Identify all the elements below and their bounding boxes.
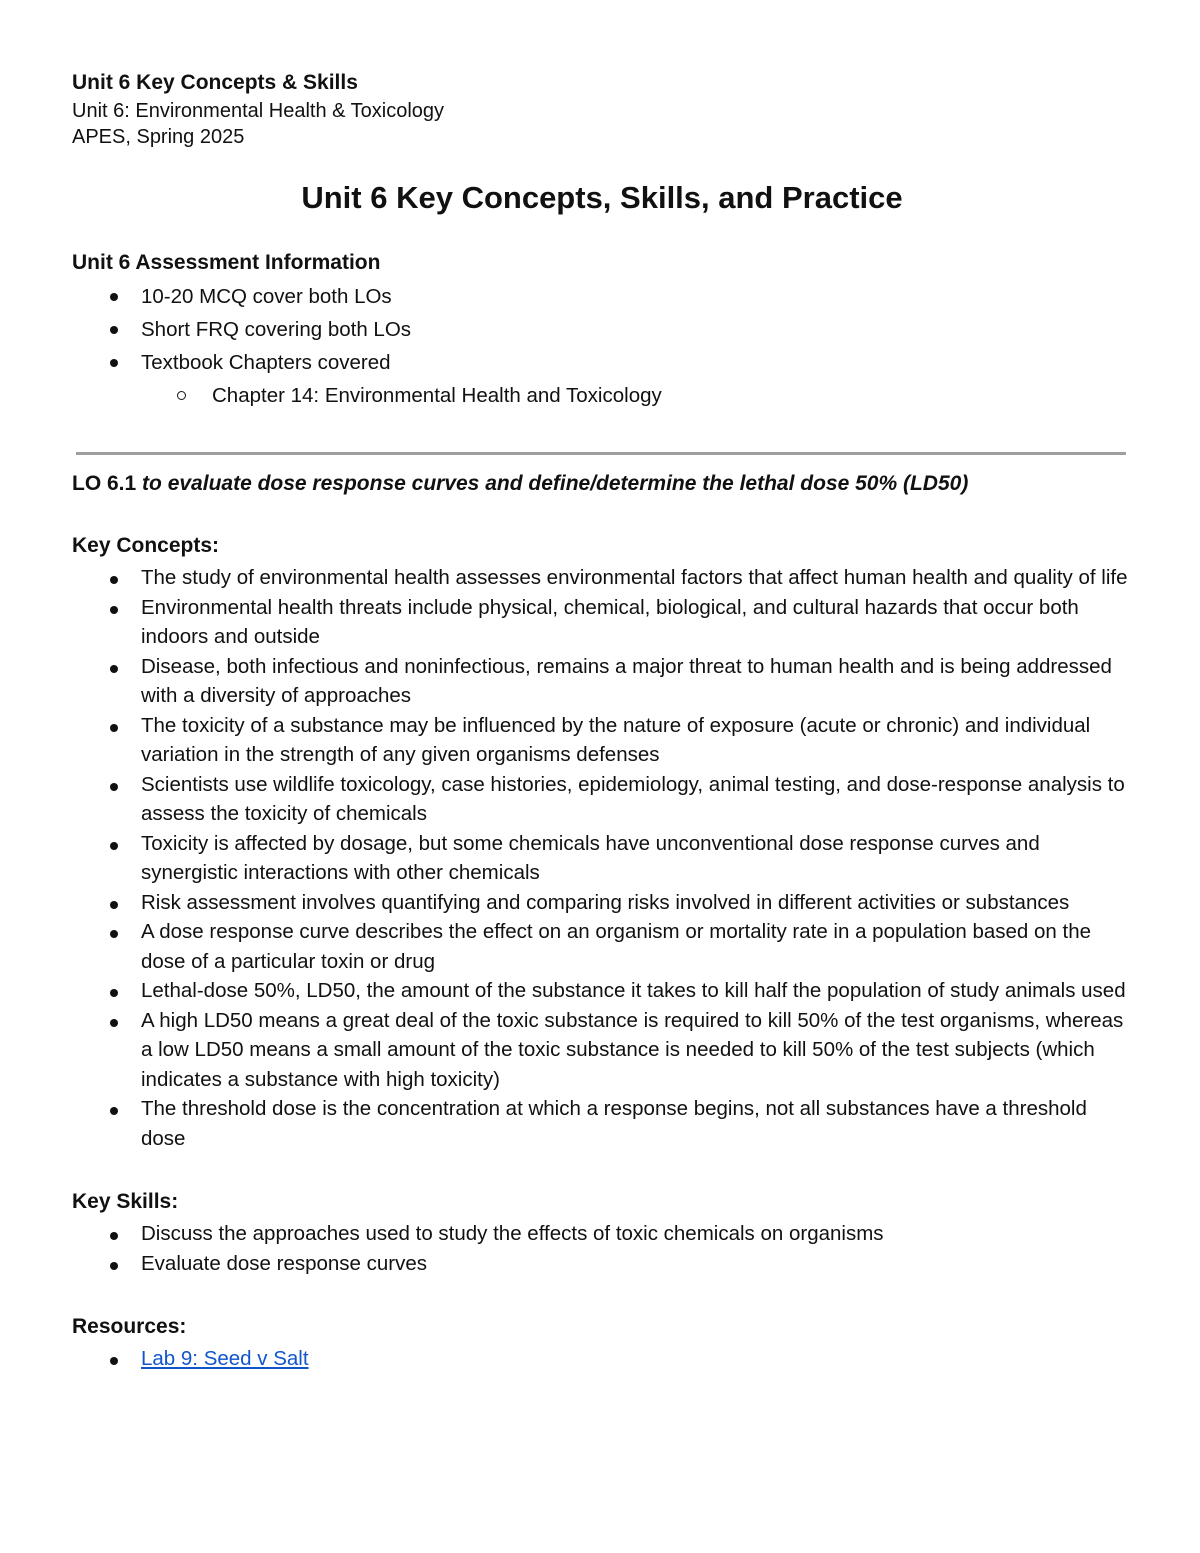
key-skills-heading: Key Skills: <box>72 1190 179 1213</box>
bullet-icon <box>110 1262 118 1270</box>
bullet-icon <box>110 1019 118 1027</box>
list-item <box>72 563 1132 593</box>
list-item <box>72 379 1132 412</box>
bullet-icon <box>110 359 118 367</box>
chapters-list <box>72 379 1132 412</box>
assessment-list <box>72 280 1132 379</box>
lo-number: LO 6.1 <box>72 472 137 495</box>
list-item <box>72 976 1132 1006</box>
key-skills-list <box>72 1219 1132 1278</box>
list-item-text: A dose response curve describes the effect on an organism or mortality rate in a population based on the dose of a particular toxin or drug <box>141 920 1092 973</box>
bullet-icon <box>110 293 118 301</box>
list-item-text: The threshold dose is the concentration at which a response begins, not all substances have a threshold dose <box>141 1097 1087 1150</box>
list-item <box>72 917 1132 976</box>
list-item <box>72 593 1132 652</box>
list-item-text: Discuss the approaches used to study the effects of toxic chemicals on organisms <box>141 1222 884 1245</box>
list-item-text: Textbook Chapters covered <box>141 351 391 374</box>
header-unit: Unit 6: Environmental Health & Toxicology <box>72 100 445 122</box>
bullet-icon <box>110 842 118 850</box>
bullet-icon <box>110 665 118 673</box>
document-title: Unit 6 Key Concepts, Skills, and Practice <box>301 180 903 215</box>
list-item-text: Scientists use wildlife toxicology, case histories, epidemiology, animal testing, and dose-response analysis to assess the toxicity of chemicals <box>141 772 1125 825</box>
bullet-icon <box>110 576 118 584</box>
key-concepts-heading: Key Concepts: <box>72 534 220 557</box>
list-item <box>72 1344 1132 1374</box>
assessment-heading: Unit 6 Assessment Information <box>72 251 381 274</box>
list-item <box>72 1249 1132 1279</box>
list-item-text: Toxicity is affected by dosage, but some chemicals have unconventional dose response curves and synergistic interactions with other chemicals <box>141 831 1040 884</box>
bullet-icon <box>110 783 118 791</box>
header-course: APES, Spring 2025 <box>72 126 245 148</box>
list-item <box>72 829 1132 888</box>
resources-list <box>72 1344 1132 1374</box>
bullet-icon <box>110 606 118 614</box>
list-item <box>72 313 1132 346</box>
bullet-icon <box>110 901 118 909</box>
lo-description: to evaluate dose response curves and define/determine the lethal dose 50% (LD50) <box>142 472 969 495</box>
list-item-text: The study of environmental health assesses environmental factors that affect human health and quality of life <box>141 566 1128 589</box>
list-item <box>72 1219 1132 1249</box>
list-item <box>72 711 1132 770</box>
list-item-text: 10-20 MCQ cover both LOs <box>141 285 392 308</box>
list-item <box>72 346 1132 379</box>
list-item <box>72 1006 1132 1095</box>
list-item <box>72 888 1132 918</box>
learning-objective <box>72 469 1132 499</box>
section-divider <box>76 452 1126 455</box>
list-item <box>72 1094 1132 1153</box>
list-item <box>72 770 1132 829</box>
lab-9-link[interactable]: Lab 9: Seed v Salt <box>141 1347 309 1370</box>
hollow-bullet-icon <box>177 391 186 400</box>
resources-heading: Resources: <box>72 1315 187 1338</box>
key-concepts-list <box>72 563 1132 1153</box>
bullet-icon <box>110 989 118 997</box>
bullet-icon <box>110 724 118 732</box>
bullet-icon <box>110 326 118 334</box>
header-title: Unit 6 Key Concepts & Skills <box>72 71 358 94</box>
list-item-text: Environmental health threats include physical, chemical, biological, and cultural hazards that occur both indoors and outside <box>141 595 1079 648</box>
bullet-icon <box>110 1107 118 1115</box>
list-item <box>72 280 1132 313</box>
list-item-text: Short FRQ covering both LOs <box>141 318 412 341</box>
list-item <box>72 652 1132 711</box>
list-item-text: Chapter 14: Environmental Health and Toxicology <box>212 384 662 407</box>
bullet-icon <box>110 930 118 938</box>
bullet-icon <box>110 1357 118 1365</box>
document-page <box>72 68 1132 1374</box>
list-item-text: Lethal-dose 50%, LD50, the amount of the substance it takes to kill half the population of study animals used <box>141 979 1126 1002</box>
list-item-text: Disease, both infectious and noninfectious, remains a major threat to human health and is being addressed with a diversity of approaches <box>141 654 1112 707</box>
list-item-text: Evaluate dose response curves <box>141 1251 428 1275</box>
list-item-text: Risk assessment involves quantifying and comparing risks involved in different activities or substances <box>141 890 1070 914</box>
list-item-text: The toxicity of a substance may be influenced by the nature of exposure (acute or chronic) and individual variation in the strength of any given organisms defenses <box>141 713 1091 766</box>
list-item-text: A high LD50 means a great deal of the toxic substance is required to kill 50% of the test organisms, whereas a low LD50 means a small amount of the toxic substance is needed to kill 50% of the test subjects (which indicates a substance with high toxicity) <box>141 1008 1124 1091</box>
bullet-icon <box>110 1232 118 1240</box>
